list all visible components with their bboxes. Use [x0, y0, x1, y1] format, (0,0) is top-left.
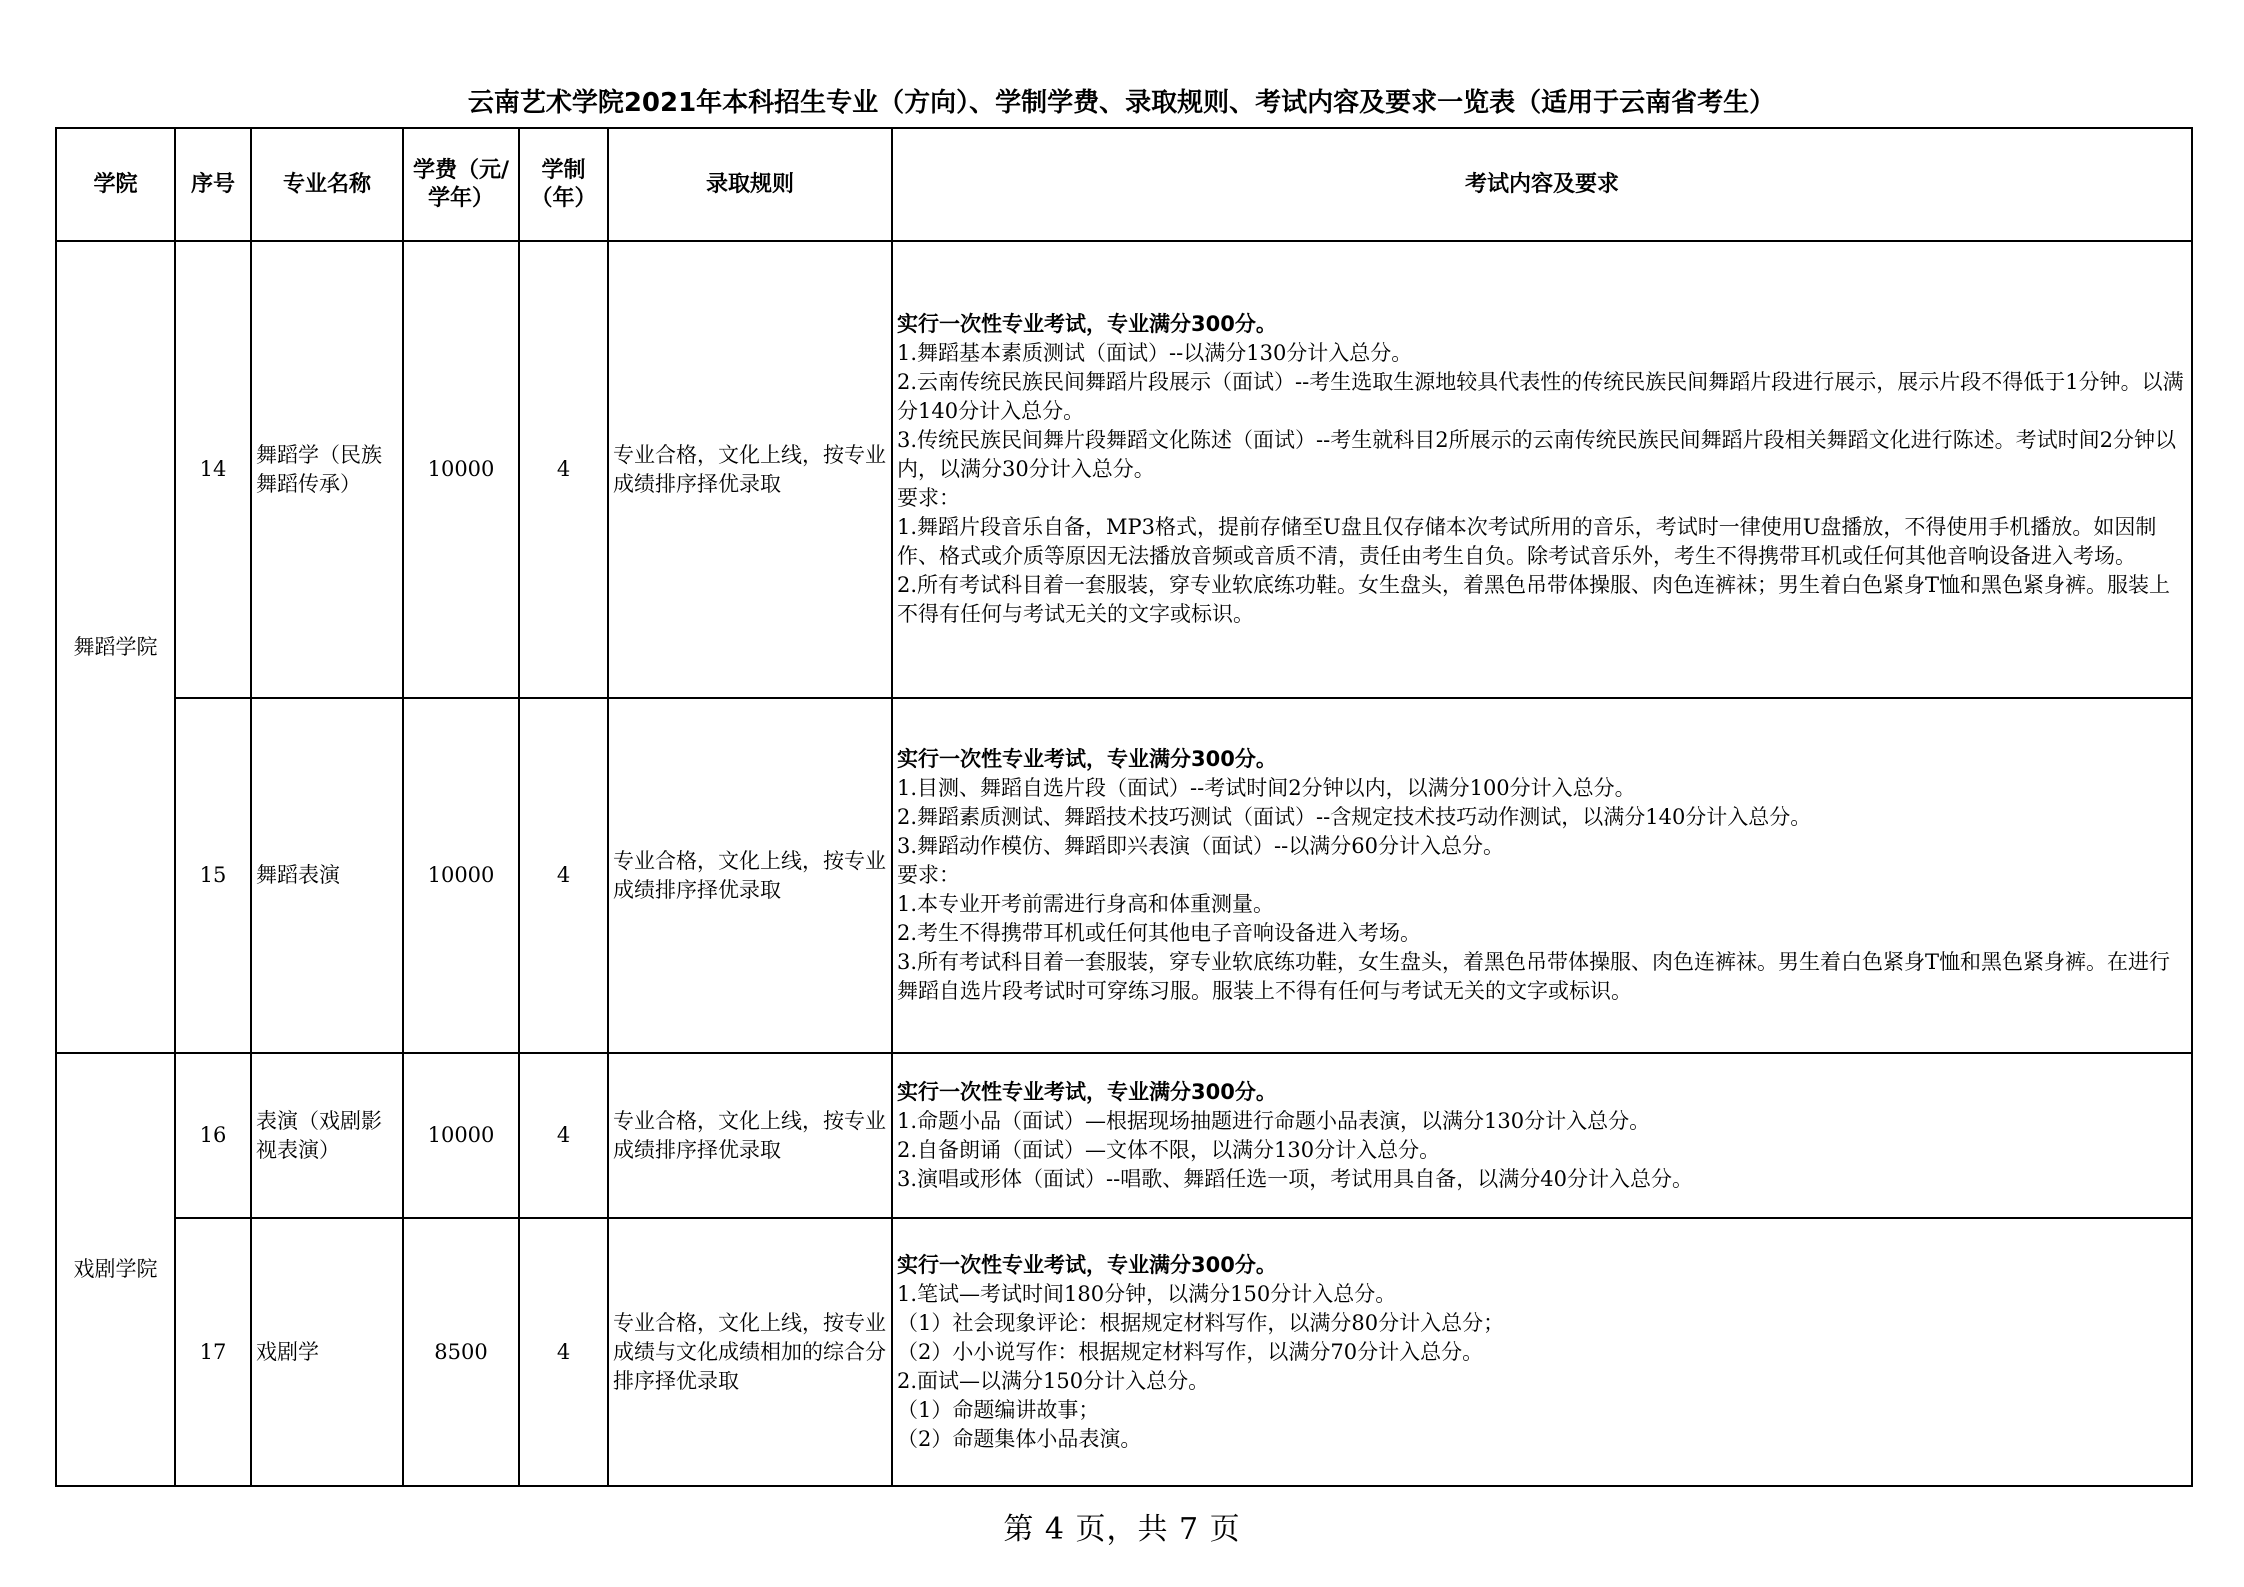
exam-heading: 实行一次性专业考试，专业满分300分。 [897, 1079, 1277, 1104]
rule-cell: 专业合格，文化上线，按专业成绩排序择优录取 [608, 1053, 892, 1218]
years-cell: 4 [519, 1053, 608, 1218]
exam-line: 3.舞蹈动作模仿、舞蹈即兴表演（面试）--以满分60分计入总分。 [897, 834, 1504, 858]
header-college: 学院 [56, 128, 175, 241]
exam-line: （2）小小说写作：根据规定材料写作，以满分70分计入总分。 [897, 1339, 1484, 1364]
exam-line: 要求： [897, 863, 960, 887]
tuition-cell: 10000 [403, 1053, 519, 1218]
header-exam: 考试内容及要求 [892, 128, 2192, 241]
header-years: 学制（年） [519, 128, 608, 241]
exam-line: （1）命题编讲故事； [897, 1397, 1100, 1422]
exam-line: 2.自备朗诵（面试）—文体不限，以满分130分计入总分。 [897, 1137, 1441, 1162]
college-cell: 戏剧学院 [56, 1053, 175, 1486]
years-cell: 4 [519, 241, 608, 698]
exam-line: （2）命题集体小品表演。 [897, 1426, 1142, 1451]
exam-line: 2.面试—以满分150分计入总分。 [897, 1368, 1210, 1393]
table-row [56, 1218, 2192, 1486]
exam-line: 1.舞蹈片段音乐自备，MP3格式，提前存储至U盘且仅存储本次考试所用的音乐，考试时一律使用U盘播放，不得使用手机播放。如因制作、格式或介质等原因无法播放音频或音质不清，责任由考生自负。除考试音乐外，考生不得携带耳机或任何其他音响设备进入考场。 [897, 515, 2157, 568]
major-cell: 戏剧学 [251, 1218, 403, 1486]
tuition-cell: 8500 [403, 1218, 519, 1486]
exam-line: 2.所有考试科目着一套服装，穿专业软底练功鞋。女生盘头，着黑色吊带体操服、肉色连裤袜；男生着白色紧身T恤和黑色紧身裤。服装上不得有任何与考试无关的文字或标识。 [897, 573, 2171, 626]
page-number-footer: 第 4 页，共 7 页 [1003, 1512, 1241, 1547]
major-cell: 表演（戏剧影视表演） [251, 1053, 403, 1218]
tuition-cell: 10000 [403, 241, 519, 698]
exam-cell [892, 241, 2192, 698]
header-rule: 录取规则 [608, 128, 892, 241]
exam-heading: 实行一次性专业考试，专业满分300分。 [897, 747, 1277, 771]
exam-line: 2.云南传统民族民间舞蹈片段展示（面试）--考生选取生源地较具代表性的传统民族民间舞蹈片段进行展示，展示片段不得低于1分钟。以满分140分计入总分。 [897, 370, 2184, 423]
table-row [56, 698, 2192, 1053]
rule-cell: 专业合格，文化上线，按专业成绩排序择优录取 [608, 698, 892, 1053]
college-cell: 舞蹈学院 [56, 241, 175, 1053]
exam-heading: 实行一次性专业考试，专业满分300分。 [897, 312, 1277, 336]
exam-line: 3.所有考试科目着一套服装，穿专业软底练功鞋，女生盘头，着黑色吊带体操服、肉色连裤袜。男生着白色紧身T恤和黑色紧身裤。在进行舞蹈自选片段考试时可穿练习服。服装上不得有任何与考试无关的文字或标识。 [897, 950, 2171, 1003]
rule-cell: 专业合格，文化上线，按专业成绩排序择优录取 [608, 241, 892, 698]
major-cell: 舞蹈表演 [251, 698, 403, 1053]
table-row [56, 241, 2192, 698]
tuition-cell: 10000 [403, 698, 519, 1053]
table-row [56, 1053, 2192, 1218]
exam-heading: 实行一次性专业考试，专业满分300分。 [897, 1252, 1277, 1277]
header-major: 专业名称 [251, 128, 403, 241]
exam-cell [892, 1053, 2192, 1218]
exam-line: 1.舞蹈基本素质测试（面试）--以满分130分计入总分。 [897, 341, 1413, 365]
exam-line: 1.命题小品（面试）—根据现场抽题进行命题小品表演，以满分130分计入总分。 [897, 1108, 1651, 1133]
exam-line: 1.本专业开考前需进行身高和体重测量。 [897, 892, 1275, 916]
exam-line: 1.笔试—考试时间180分钟，以满分150分计入总分。 [897, 1281, 1397, 1306]
major-cell: 舞蹈学（民族舞蹈传承） [251, 241, 403, 698]
exam-line: 1.目测、舞蹈自选片段（面试）--考试时间2分钟以内，以满分100分计入总分。 [897, 776, 1636, 800]
years-cell: 4 [519, 698, 608, 1053]
exam-cell [892, 698, 2192, 1053]
rule-cell: 专业合格，文化上线，按专业成绩与文化成绩相加的综合分排序择优录取 [608, 1218, 892, 1486]
header-row [56, 128, 2192, 241]
document-title: 云南艺术学院2021年本科招生专业（方向）、学制学费、录取规则、考试内容及要求一览表（适用于云南省考生） [467, 88, 1776, 118]
exam-line: 3.传统民族民间舞片段舞蹈文化陈述（面试）--考生就科目2所展示的云南传统民族民间舞蹈片段相关舞蹈文化进行陈述。考试时间2分钟以内，以满分30分计入总分。 [897, 428, 2176, 481]
exam-cell [892, 1218, 2192, 1486]
seq-cell: 14 [175, 241, 251, 698]
seq-cell: 17 [175, 1218, 251, 1486]
exam-line: 2.舞蹈素质测试、舞蹈技术技巧测试（面试）--含规定技术技巧动作测试，以满分140分计入总分。 [897, 805, 1812, 829]
exam-line: 2.考生不得携带耳机或任何其他电子音响设备进入考场。 [897, 921, 1422, 945]
exam-line: 3.演唱或形体（面试）--唱歌、舞蹈任选一项，考试用具自备，以满分40分计入总分。 [897, 1166, 1693, 1191]
exam-line: 要求： [897, 486, 960, 510]
header-seq: 序号 [175, 128, 251, 241]
header-tuition: 学费（元/学年） [403, 128, 519, 241]
seq-cell: 16 [175, 1053, 251, 1218]
admission-table [55, 127, 2193, 1487]
years-cell: 4 [519, 1218, 608, 1486]
seq-cell: 15 [175, 698, 251, 1053]
exam-line: （1）社会现象评论：根据规定材料写作，以满分80分计入总分； [897, 1310, 1505, 1335]
